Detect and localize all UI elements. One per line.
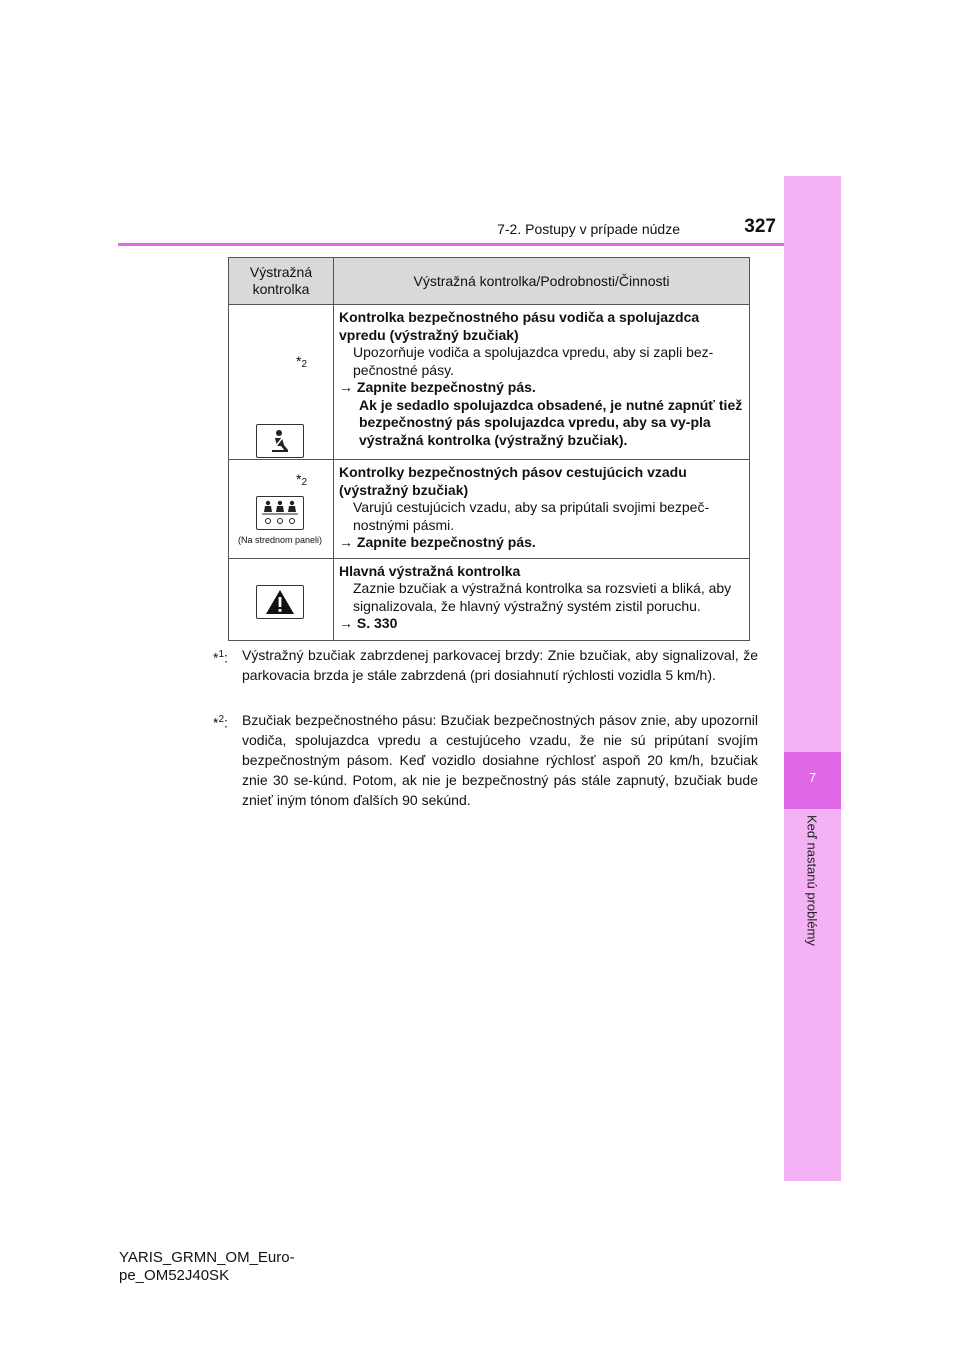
document-code-line-1: YARIS_GRMN_OM_Euro- [119,1249,295,1266]
table-row [229,305,750,460]
row-title: Kontrolka bezpečnostného pásu vodiča a spolujazdca vpredu (výstražný bzučiak) [339,309,700,343]
master-warning-icon [256,585,304,619]
icon-cell [229,558,334,640]
row-action-detail: Ak je sedadlo spolujazdca obsadené, je nutné zapnúť tiež bezpečnostný pás spolujazdca vpredu, aby sa vy-pla výstražná kontrolka (výstražný bzučiak). [359,396,743,448]
chapter-title-vertical [784,815,841,975]
seatbelt-icon [256,424,304,458]
icon-cell [229,460,334,559]
footnote-marker: $*_2$ [295,353,307,370]
page-number: 327 [744,216,776,237]
rear-seatbelt-icon [256,496,304,530]
document-code-line-2: pe_OM52J40SK [119,1267,230,1284]
chapter-side-strip [784,176,841,1181]
footnote-marker: $*_2$ [295,471,307,488]
header-divider [118,243,784,246]
footnote-marker: *$^1$: [213,649,228,666]
warning-lights-table [228,257,750,641]
page-reference-link[interactable]: → S. 330 [339,615,398,631]
row-description [334,460,750,559]
table-row [229,558,750,640]
footnote-2 [213,710,758,810]
footnote-text: Bzučiak bezpečnostného pásu: Bzučiak bezpečnostných pásov znie, aby upozornil vodiča, spolujazdca vpredu a cestujúceho vzadu, že nie sú pripútaní svojím bezpečnostným pásom. Keď vozidlo dosiahne rýchlosť aspoň 20 km/h, bzučiak znie 30 se-kúnd. Potom, ak nie je bezpečnostný pás stále zapnutý, bzučiak bude znieť iným tónom ďalších 90 sekúnd. [242,712,758,808]
table-header-row [229,258,750,305]
column-header-details: Výstražná kontrolka/Podrobnosti/Činnosti [334,258,750,305]
row-title: Hlavná výstražná kontrolka [339,562,521,579]
chapter-number: 7 [808,770,817,785]
column-header-light: Výstražná kontrolka [229,258,334,305]
footnote-marker: *$^2$: [213,714,228,731]
footnote-1 [213,645,758,685]
section-title: 7-2. Postupy v prípade núdze [497,221,680,237]
document-code [119,1249,295,1285]
icon-cell [229,305,334,460]
icon-location-note: (Na strednom paneli) [237,535,323,545]
row-title: Kontrolky bezpečnostných pásov cestujúcich vzadu (výstražný bzučiak) [339,464,687,498]
chapter-tab[interactable] [784,752,841,809]
row-description [334,558,750,640]
table-row [229,460,750,559]
chapter-title: Keď nastanú problémy [804,815,820,946]
row-action: → Zapnite bezpečnostný pás. [339,379,536,395]
row-text: Zaznie bzučiak a výstražná kontrolka sa rozsvieti a bliká, aby signalizovala, že hlavný výstražný systém zistil poruchu. [353,580,732,614]
footnote-text: Výstražný bzučiak zabrzdenej parkovacej brzdy: Znie bzučiak, aby signalizoval, že parkovacia brzda je stále zabrzdená (pri dosiahnutí rýchlosti vozidla 5 km/h). [242,647,758,683]
row-description [334,305,750,460]
row-action: → Zapnite bezpečnostný pás. [339,534,536,550]
row-text: Varujú cestujúcich vzadu, aby sa pripútali svojimi bezpeč-nostnými pásmi. [353,499,710,533]
row-text: Upozorňuje vodiča a spolujazdca vpredu, aby si zapli bez-pečnostné pásy. [353,344,714,378]
